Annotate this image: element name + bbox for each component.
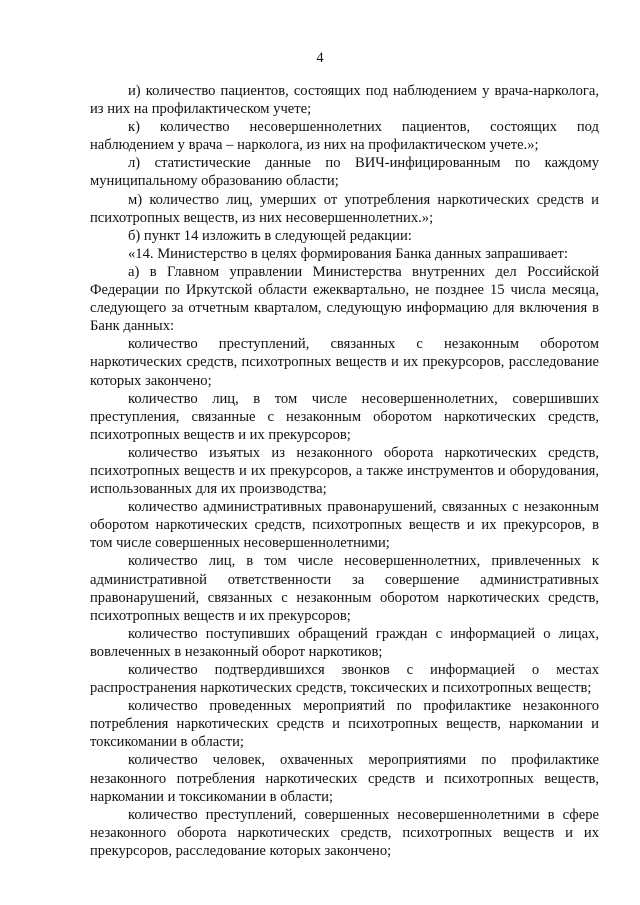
page-number: 4: [316, 50, 324, 66]
paragraph: и) количество пациентов, состоящих под наблюдением у врача-нарколога, из них на профилактическом учете;: [90, 83, 599, 118]
paragraph: количество изъятых из незаконного оборота наркотических средств, психотропных веществ и их прекурсоров, а также инструментов и оборудования, использованных для их производства;: [90, 444, 599, 498]
paragraph: л) статистические данные по ВИЧ-инфицированным по каждому муниципальному образованию области;: [90, 155, 599, 190]
paragraph: количество поступивших обращений граждан с информацией о лицах, вовлеченных в незаконный оборот наркотиков;: [90, 625, 599, 660]
paragraph: количество административных правонарушений, связанных с незаконным оборотом наркотических средств, психотропных веществ и их прекурсоров, в том числе совершенных несовершеннолетними;: [90, 499, 599, 552]
paragraph: количество лиц, в том числе несовершеннолетних, привлеченных к административной ответственности за совершение административных правонарушений, связанных с незаконным оборотом наркотических средств, психотропных веществ и их прекурсоров;: [90, 553, 599, 624]
paragraph: к) количество несовершеннолетних пациентов, состоящих под наблюдением у врача – нарколога, из них на профилактическом учете.»;: [90, 119, 599, 154]
document-body: [90, 82, 599, 860]
paragraph: б) пункт 14 изложить в следующей редакции:: [128, 227, 412, 244]
paragraph: «14. Министерство в целях формирования Банка данных запрашивает:: [128, 245, 568, 262]
paragraph: количество человек, охваченных мероприятиями по профилактике незаконного потребления наркотических средств и психотропных веществ, наркомании и токсикомании в области;: [90, 752, 599, 805]
paragraph: количество преступлений, связанных с незаконным оборотом наркотических средств, психотропных веществ и их прекурсоров, расследование которых закончено;: [90, 336, 599, 389]
paragraph: м) количество лиц, умерших от употребления наркотических средств и психотропных веществ, из них несовершеннолетних.»;: [90, 191, 599, 226]
paragraph: количество преступлений, совершенных несовершеннолетними в сфере незаконного оборота наркотических средств, психотропных веществ и их прекурсоров, расследование которых закончено;: [90, 806, 599, 859]
paragraph: а) в Главном управлении Министерства внутренних дел Российской Федерации по Иркутской области ежеквартально, не позднее 15 числа месяца, следующего за отчетным кварталом, следующую информацию для включения в Банк данных:: [90, 263, 599, 335]
paragraph: количество лиц, в том числе несовершеннолетних, совершивших преступления, связанные с незаконным оборотом наркотических средств, психотропных веществ и их прекурсоров;: [90, 390, 599, 443]
paragraph: количество подтвердившихся звонков с информацией о местах распространения наркотических средств, токсических и психотропных веществ;: [90, 662, 599, 697]
paragraph: количество проведенных мероприятий по профилактике незаконного потребления наркотических средств и психотропных веществ, наркомании и токсикомании в области;: [90, 698, 599, 751]
